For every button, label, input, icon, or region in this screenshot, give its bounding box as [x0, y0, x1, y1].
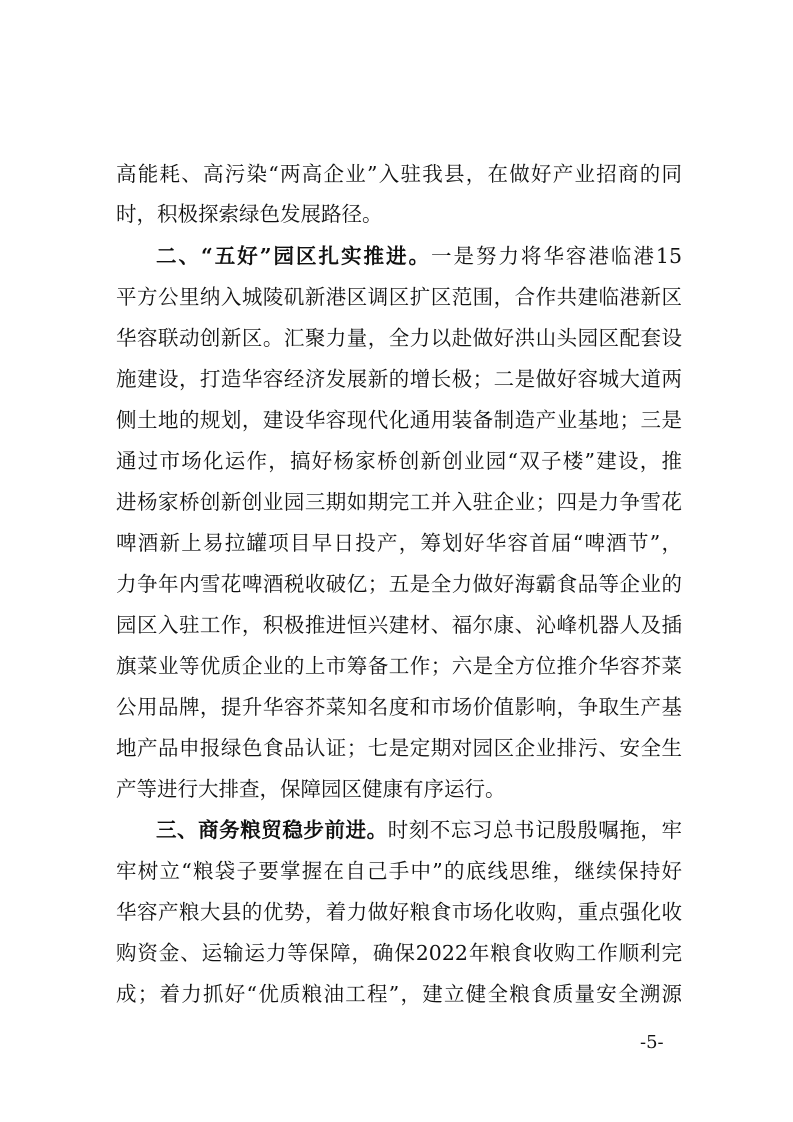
text-line: 通过市场化运作，搞好杨家桥创新创业园“双子楼”建设，推: [116, 449, 682, 473]
text-line: 园区入驻工作，积极推进恒兴建材、福尔康、沁峰机器人及插: [116, 613, 682, 637]
text-line: 力争年内雪花啤酒税收破亿；五是全力做好海霸食品等企业的: [116, 572, 682, 596]
text-line: 产等进行大排查，保障园区健康有序运行。: [116, 777, 506, 801]
text-line: 成；着力抓好“优质粮油工程”，建立健全粮食质量安全溯源: [116, 982, 682, 1006]
text-line: 时，积极探索绿色发展路径。: [116, 202, 383, 226]
section-heading: 三、商务粮贸稳步前进。: [156, 818, 388, 842]
text-line: 啤酒新上易拉罐项目早日投产，筹划好华容首届“啤酒节”，: [116, 531, 682, 555]
text-line: 牢树立“粮袋子要掌握在自己手中”的底线思维，继续保持好: [116, 859, 682, 883]
text-line: 进杨家桥创新创业园三期如期完工并入驻企业；四是力争雪花: [116, 490, 682, 514]
text-line: 地产品申报绿色食品认证；七是定期对园区企业排污、安全生: [116, 736, 682, 760]
text-line: 施建设，打造华容经济发展新的增长极；二是做好容城大道两: [116, 367, 682, 391]
text-line: 侧土地的规划，建设华容现代化通用装备制造产业基地；三是: [116, 408, 682, 432]
text-line: 高能耗、高污染“两高企业”入驻我县，在做好产业招商的同: [116, 162, 682, 186]
section-heading: 二、“五好”园区扎实推进。: [156, 244, 431, 268]
text-line: 华容联动创新区。汇聚力量，全力以赴做好洪山头园区配套设: [116, 326, 682, 350]
text-line: 购资金、运输运力等保障，确保2022年粮食收购工作顺利完: [116, 941, 682, 965]
page-number: -5-: [640, 1032, 664, 1053]
section-heading-line: 三、商务粮贸稳步前进。时刻不忘习总书记殷殷嘱拖，牢: [156, 818, 682, 842]
section-heading-line: 二、“五好”园区扎实推进。一是努力将华容港临港15: [156, 244, 682, 268]
text-line: 华容产粮大县的优势，着力做好粮食市场化收购，重点强化收: [116, 900, 682, 924]
text-line: 公用品牌，提升华容芥菜知名度和市场价值影响，争取生产基: [116, 695, 682, 719]
text-line: 平方公里纳入城陵矶新港区调区扩区范围，合作共建临港新区: [116, 285, 682, 309]
text-line: 旗菜业等优质企业的上市筹备工作；六是全方位推介华容芥菜: [116, 654, 682, 678]
